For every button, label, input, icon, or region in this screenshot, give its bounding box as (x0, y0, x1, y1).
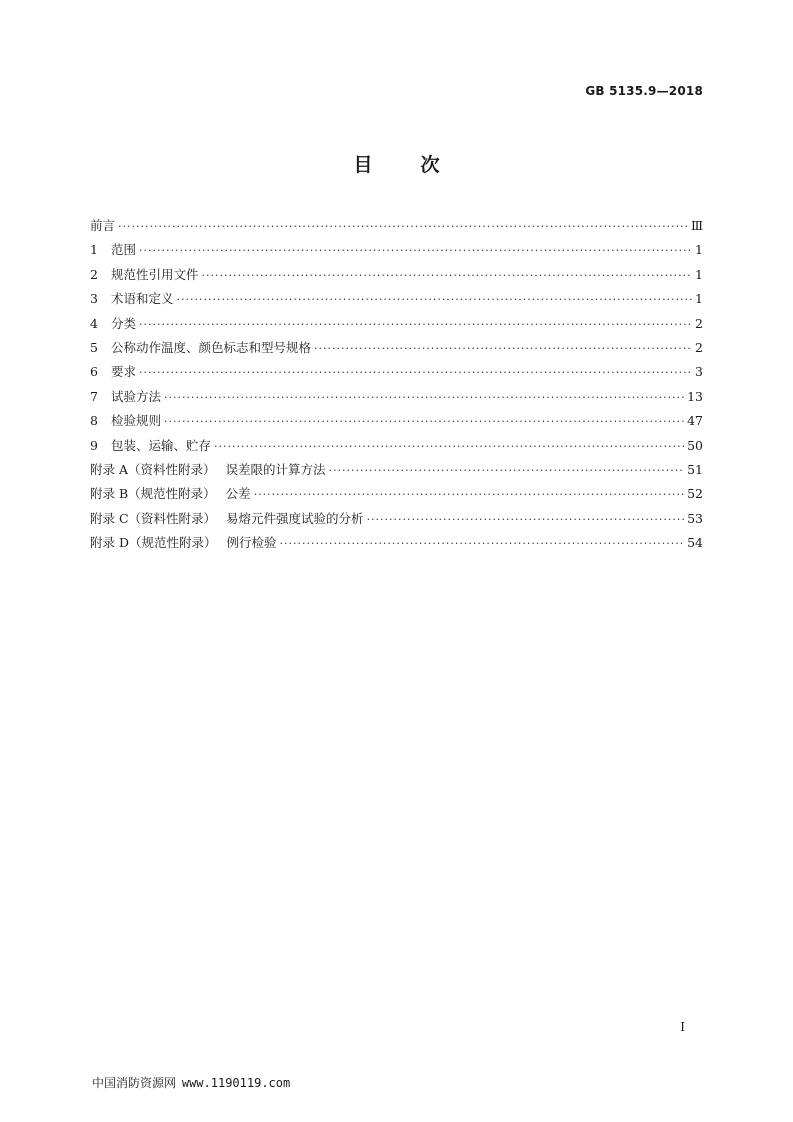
toc-leader-dots (254, 488, 684, 501)
toc-entry-foreword[interactable] (90, 216, 703, 240)
toc-leader-dots (202, 269, 693, 282)
appendix-designation: 附录 B（规范性附录） (90, 486, 216, 502)
toc-entry-6[interactable] (90, 362, 703, 386)
toc-entry-2[interactable] (90, 265, 703, 289)
toc-entry-3[interactable] (90, 289, 703, 313)
standard-code: GB 5135.9—2018 (585, 84, 703, 98)
toc-label (90, 411, 161, 429)
toc-leader-dots (139, 318, 692, 331)
toc-page: 1 (695, 242, 703, 258)
toc-leader-dots (139, 366, 692, 379)
toc-leader-dots (164, 415, 684, 428)
appendix-designation: 附录 A（资料性附录） (90, 461, 216, 477)
toc-label (90, 362, 136, 380)
toc-leader-dots (367, 513, 685, 526)
toc-label (90, 509, 364, 527)
toc-leader-dots (164, 391, 684, 404)
toc-title: 误差限的计算方法 (225, 461, 326, 477)
toc-label (90, 338, 311, 356)
toc-entry-1[interactable] (90, 240, 703, 264)
toc-page: 51 (687, 461, 703, 477)
page-title (0, 150, 793, 177)
toc-page: Ⅲ (690, 218, 703, 233)
toc-label (90, 240, 136, 258)
toc-label (90, 387, 161, 405)
toc-page: 54 (687, 535, 703, 551)
toc-number: 6 (90, 364, 98, 380)
toc-leader-dots (177, 293, 693, 306)
toc-title: 术语和定义 (111, 291, 174, 307)
appendix-designation: 附录 C（资料性附录） (90, 510, 217, 526)
toc-leader-dots (329, 464, 685, 477)
toc-page: 53 (687, 510, 703, 526)
toc-label: 前言 (90, 218, 116, 233)
footer-site-name: 中国消防资源网 (92, 1076, 177, 1090)
toc-entry-appendix-a[interactable] (90, 460, 703, 484)
toc-title: 公称动作温度、颜色标志和型号规格 (111, 339, 312, 355)
toc-entry-8[interactable] (90, 411, 703, 435)
toc-label (90, 289, 174, 307)
toc-entry-appendix-d[interactable] (90, 533, 703, 557)
toc-entry-7[interactable] (90, 387, 703, 411)
title-part-1: 目 (353, 154, 373, 176)
toc-page: 2 (695, 315, 703, 331)
toc-entry-appendix-c[interactable] (90, 509, 703, 533)
page-number: I (680, 1020, 685, 1034)
toc-label (90, 533, 277, 551)
footer-url-link[interactable]: www.1190119.com (181, 1076, 291, 1090)
toc-title: 试验方法 (111, 388, 162, 404)
toc-label (90, 265, 199, 283)
toc-number: 5 (90, 339, 98, 355)
toc-page: 47 (687, 413, 703, 429)
toc-leader-dots (118, 220, 688, 233)
toc-number: 8 (90, 413, 98, 429)
toc-page: 3 (695, 364, 703, 380)
toc-number: 7 (90, 388, 98, 404)
toc-entry-appendix-b[interactable] (90, 484, 703, 508)
toc-title: 例行检验 (226, 535, 277, 551)
toc-entry-9[interactable] (90, 436, 703, 460)
toc-leader-dots (139, 244, 692, 257)
toc-label (90, 484, 251, 502)
toc-number: 1 (90, 242, 98, 258)
toc-title: 规范性引用文件 (111, 266, 199, 282)
toc-title: 检验规则 (111, 413, 162, 429)
toc-leader-dots (214, 440, 684, 453)
toc-page: 13 (687, 388, 703, 404)
appendix-designation: 附录 D（规范性附录） (90, 535, 217, 551)
toc-page: 52 (687, 486, 703, 502)
toc-title: 要求 (111, 364, 137, 380)
toc-number: 9 (90, 437, 98, 453)
title-part-2: 次 (420, 154, 440, 176)
toc-title: 易熔元件强度试验的分析 (226, 510, 364, 526)
toc-entry-4[interactable] (90, 314, 703, 338)
toc-page: 1 (695, 291, 703, 307)
toc-number: 4 (90, 315, 98, 331)
toc-page: 1 (695, 266, 703, 282)
toc-leader-dots (314, 342, 692, 355)
toc-page: 2 (695, 339, 703, 355)
toc-label (90, 436, 211, 454)
toc-title: 包装、运输、贮存 (111, 437, 212, 453)
toc-number: 2 (90, 266, 98, 282)
toc-leader-dots (280, 537, 685, 550)
toc-page: 50 (687, 437, 703, 453)
toc-title: 分类 (111, 315, 137, 331)
toc-label (90, 314, 136, 332)
toc-label (90, 460, 326, 478)
toc-title: 范围 (111, 242, 137, 258)
toc-entry-5[interactable] (90, 338, 703, 362)
footer-source (92, 1074, 290, 1091)
table-of-contents (90, 216, 703, 557)
toc-number: 3 (90, 291, 98, 307)
toc-title: 公差 (225, 486, 251, 502)
